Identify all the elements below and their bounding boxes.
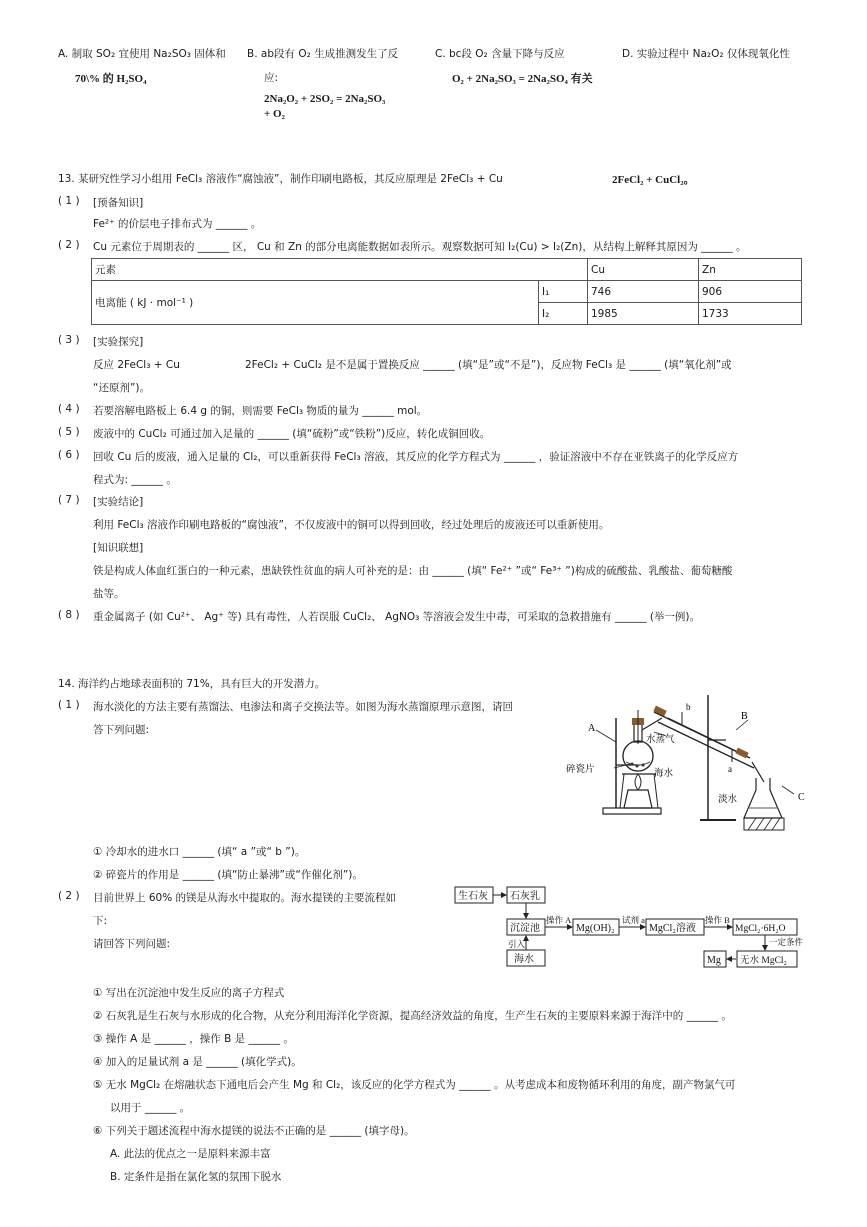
option-12b-equation-tail: + O₂ <box>264 108 285 120</box>
flow-hydrate: MgCl₂·6H₂O <box>735 924 786 934</box>
q13-intro: 13. 某研究性学习小组用 FeCl₃ 溶液作“腐蚀液”，制作印刷电路板，其反应原理是 2FeCl₃ + Cu <box>58 173 503 185</box>
q14-option-b: B. 定条件是指在氯化氢的氛围下脱水 <box>110 1171 282 1183</box>
table-cell-i1-cu: 746 <box>588 281 699 303</box>
q14-part2-number: ( 2 ) <box>58 890 80 902</box>
table-cell-i1-zn: 906 <box>699 281 802 303</box>
q13-part5-number: ( 5 ) <box>58 426 80 438</box>
table-header-cu: Cu <box>588 259 699 281</box>
q13-part5-question: 废液中的 CuCl₂ 可通过加入足量的 ______ (填“硫粉”或“铁粉”)反应，转化成铜回收。 <box>93 428 491 440</box>
q13-part6-number: ( 6 ) <box>58 449 80 461</box>
q13-part3-number: ( 3 ) <box>58 334 80 346</box>
q13-part7-conclusion: 利用 FeCl₃ 溶液作印刷电路板的“腐蚀液”，不仅废液中的铜可以得到回收，经过处理后的废液还可以重新使用。 <box>93 519 610 531</box>
q14-part1-text-tail: 答下列问题: <box>93 724 150 736</box>
q13-part8-question: 重金属离子 (如 Cu²⁺、 Ag⁺ 等) 具有毒性，人若误服 CuCl₂、 AgNO₃ 等溶液会发生中毒，可采取的急救措施有 ______ (举一例)。 <box>93 611 701 623</box>
option-12c-line2: O₂ + 2Na₂SO₃ = 2Na₂SO₄ 有关 <box>452 73 593 85</box>
q14-option-a: A. 此法的优点之一是原料来源丰富 <box>110 1148 271 1160</box>
label-chips: 碎瓷片 <box>566 765 595 775</box>
option-12b-line1: B. ab段有 O₂ 生成推测发生了反 <box>247 48 399 60</box>
option-12b-equation: 2Na₂O₂ + 2SO₂ = 2Na₂SO₃ <box>264 93 386 105</box>
flow-op-b: 操作 B <box>705 915 730 925</box>
q14-part2-text-tail: 下: <box>93 915 108 927</box>
label-fresh-water: 淡水 <box>718 795 738 805</box>
q13-part7-question-tail: 盐等。 <box>93 588 125 600</box>
q13-part3-heading: [实验探究] <box>93 336 144 348</box>
q13-part1-question: Fe²⁺ 的价层电子排布式为 ______ 。 <box>93 218 262 230</box>
table-header-element: 元素 <box>92 259 588 281</box>
table-row <box>92 259 802 281</box>
q14-part2-text: 目前世界上 60% 的镁是从海水中提取的。海水提镁的主要流程如 <box>93 892 397 904</box>
q13-intro-products: 2FeCl₂ + CuCl₂。 <box>612 174 695 186</box>
flow-mg: Mg <box>707 955 721 966</box>
q14-part2-q6: ⑥ 下列关于题述流程中海水提镁的说法不正确的是 ______ (填字母)。 <box>93 1125 415 1137</box>
flow-introduce: 引入 <box>508 939 526 949</box>
flow-mgcl2-solution: MgCl₂溶液 <box>649 923 696 934</box>
table-cell-i2-zn: 1733 <box>699 303 802 325</box>
ionization-energy-table <box>91 258 802 325</box>
q13-part1-number: ( 1 ) <box>58 195 80 207</box>
q13-part2-question: Cu 元素位于周期表的 ______ 区， Cu 和 Zn 的部分电离能数据如表所示。观察数据可知 I₂(Cu) > I₂(Zn)，从结构上解释其原因为 ______ 。 <box>93 241 747 253</box>
q13-part6-question: 回收 Cu 后的废液，通入足量的 Cl₂，可以重新获得 FeCl₃ 溶液，其反应的化学方程式为 ______ ，验证溶液中不存在亚铁离子的化学反应方 <box>93 451 739 463</box>
q14-part2-q2: ② 石灰乳是生石灰与水形成的化合物，从充分利用海洋化学资源，提高经济效益的角度，生产生石灰的主要原料来源于海洋中的 ______ 。 <box>93 1010 732 1022</box>
option-12b-line2: 应: <box>264 72 279 84</box>
q13-part7-heading: [实验结论] <box>93 496 144 508</box>
q14-part1-number: ( 1 ) <box>58 699 80 711</box>
flow-tank: 沉淀池 <box>510 923 540 934</box>
q14-part2-prompt: 请回答下列问题: <box>93 938 171 950</box>
q13-part3-question-tail: “还原剂”)。 <box>93 382 150 394</box>
q13-part4-question: 若要溶解电路板上 6.4 g 的铜，则需要 FeCl₃ 物质的量为 ______ mol。 <box>93 405 428 417</box>
table-cell-i2: I₂ <box>539 303 588 325</box>
flow-anhydrous-mgcl2: 无水 MgCl₂ <box>740 956 787 966</box>
table-row <box>92 281 802 303</box>
q13-part4-number: ( 4 ) <box>58 403 80 415</box>
label-steam: 水蒸气 <box>646 735 675 745</box>
label-seawater: 海水 <box>654 769 674 779</box>
label-b-upper: B <box>741 711 748 722</box>
flow-condition: 一定条件 <box>769 937 804 947</box>
q14-intro: 14. 海洋约占地球表面积的 71%，具有巨大的开发潜力。 <box>58 678 326 690</box>
q14-part1-text: 海水淡化的方法主要有蒸馏法、电渗法和离子交换法等。如图为海水蒸馏原理示意图，请回 <box>93 701 513 713</box>
distillation-apparatus-figure <box>558 690 816 832</box>
q13-part3-question: 2FeCl₂ + CuCl₂ 是不是属于置换反应 ______ (填“是”或“不是”)，反应物 FeCl₃ 是 ______ (填“氧化剂”或 <box>245 359 732 371</box>
q14-part2-q3: ③ 操作 A 是 ______ ，操作 B 是 ______ 。 <box>93 1033 294 1045</box>
label-a-upper: A <box>588 723 596 734</box>
option-12a-line1: A. 制取 SO₂ 宜使用 Na₂SO₃ 固体和 <box>58 48 226 60</box>
option-12c-line1: C. bc段 O₂ 含量下降与反应 <box>435 48 565 60</box>
q14-part1-q1: ① 冷却水的进水口 ______ (填“ a ”或“ b ”)。 <box>93 846 306 858</box>
magnesium-flow-chart <box>452 882 814 970</box>
q14-part2-q4: ④ 加入的足量试剂 a 是 ______ (填化学式)。 <box>93 1056 302 1068</box>
label-a-lower: a <box>728 764 732 774</box>
table-cell-i1: I₁ <box>539 281 588 303</box>
label-c-upper: C <box>798 792 805 803</box>
label-b-lower: b <box>686 702 691 712</box>
table-row-label: 电离能 ( kJ · mol⁻¹ ) <box>92 281 539 325</box>
q14-part1-q2: ② 碎瓷片的作用是 ______ (填“防止暴沸”或“作催化剂”)。 <box>93 869 363 881</box>
flow-op-a: 操作 A <box>546 915 572 925</box>
option-12d-line1: D. 实验过程中 Na₂O₂ 仅体现氧化性 <box>622 48 790 60</box>
flow-quicklime: 生石灰 <box>458 891 488 902</box>
table-header-zn: Zn <box>699 259 802 281</box>
flow-seawater: 海水 <box>514 954 534 965</box>
q13-part3-reaction: 反应 2FeCl₃ + Cu <box>93 359 180 371</box>
option-12a-line2: 70\% 的 H₂SO₄ <box>75 73 147 85</box>
q13-part7-number: ( 7 ) <box>58 494 80 506</box>
flow-lime-milk: 石灰乳 <box>510 891 540 902</box>
q13-part2-number: ( 2 ) <box>58 239 80 251</box>
q13-part7-heading2: [知识联想] <box>93 542 144 554</box>
q13-part8-number: ( 8 ) <box>58 609 80 621</box>
q14-part2-q5: ⑤ 无水 MgCl₂ 在熔融状态下通电后会产生 Mg 和 Cl₂，该反应的化学方程式为 ______ 。从考虑成本和废物循环利用的角度，副产物氯气可 <box>93 1079 736 1091</box>
flow-mgoh2: Mg(OH)₂ <box>576 923 615 934</box>
table-cell-i2-cu: 1985 <box>588 303 699 325</box>
q14-part2-q1: ① 写出在沉淀池中发生反应的离子方程式 <box>93 987 285 999</box>
q13-part1-heading: [预备知识] <box>93 197 144 209</box>
q14-part2-q5-tail: 以用于 ______ 。 <box>110 1102 191 1114</box>
flow-reagent-a: 试剂 a <box>622 915 645 925</box>
q13-part6-question-tail: 程式为: ______ 。 <box>93 474 177 486</box>
q13-part7-question: 铁是构成人体血红蛋白的一种元素，患缺铁性贫血的病人可补充的是：由 ______ (填“ Fe²⁺ ”或“ Fe³⁺ ”)构成的硫酸盐、乳酸盐、葡萄糖酸 <box>93 565 733 577</box>
